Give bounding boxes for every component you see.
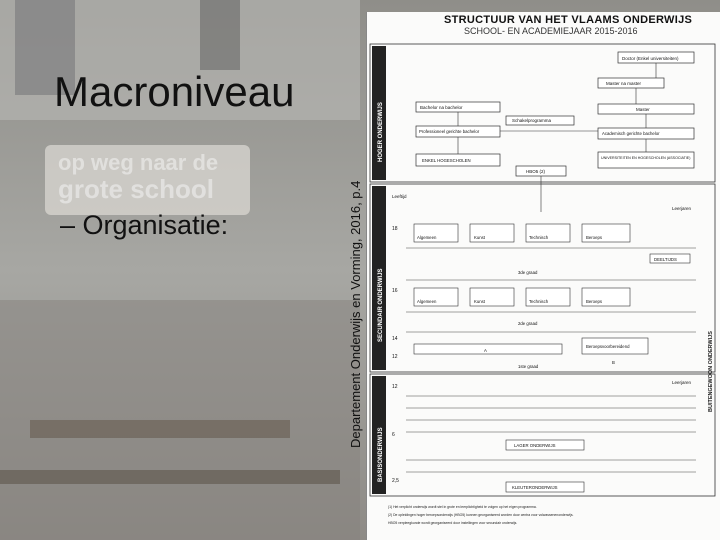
- mid-beroeps-text: Beroeps: [586, 299, 603, 304]
- age-16: 16: [392, 288, 398, 294]
- diagram-subtitle: SCHOOL- EN ACADEMIEJAAR 2015-2016: [464, 26, 638, 36]
- buitengewoon-label: BUITENGEWOON ONDERWIJS: [708, 331, 714, 412]
- bachelor-na-bachelor-text: Bachelor na bachelor: [420, 105, 463, 110]
- age-6: 6: [392, 432, 395, 438]
- age-12b: 12: [392, 384, 398, 390]
- b-stroom-text: B: [612, 360, 615, 365]
- footnote-1: (1) Het verplicht onderwijs wordt stel in grote en leerplichtigheid te volgen op het eigen programma.: [388, 505, 537, 509]
- secundair-age-header: Leeftijd: [392, 194, 407, 199]
- graad-1-text: 1ste graad: [518, 364, 539, 369]
- prof-bachelor-text: Professioneel gerichte bachelor: [419, 129, 480, 134]
- diagram-title: STRUCTUUR VAN HET VLAAMS ONDERWIJS: [444, 14, 693, 26]
- beroepsvoorbereidend-text: Beroepsvoorbereidend: [586, 344, 630, 349]
- banner-line-2: grote school: [58, 174, 215, 204]
- slide-title: Macroniveau: [54, 68, 295, 115]
- graad-2-text: 2de graad: [518, 321, 538, 326]
- universiteiten-text: UNIVERSITEITEN EN HOGESCHOLEN (ASSOCIATIE): [601, 156, 691, 160]
- banner-line-1: op weg naar de: [58, 150, 219, 175]
- hoger-label: HOGER ONDERWIJS: [378, 102, 384, 162]
- hogescholen-text: ENKEL HOGESCHOLEN: [422, 158, 471, 163]
- kleuter-text: KLEUTERONDERWIJS: [512, 485, 558, 490]
- top-beroeps-text: Beroeps: [586, 235, 603, 240]
- age-18: 18: [392, 226, 398, 232]
- acad-bachelor-text: Academisch gerichte bachelor: [602, 131, 660, 136]
- source-citation: Departement Onderwijs en Vorming, 2016, p.4: [348, 180, 363, 448]
- top-kunst-text: Kunst: [474, 235, 485, 240]
- leerjaren-sec-label: Leerjaren: [672, 206, 692, 211]
- basis-label: BASISONDERWIJS: [378, 427, 384, 482]
- graad-3-text: 3de graad: [518, 270, 538, 275]
- master-na-master-text: Master na master: [606, 81, 642, 86]
- hbo5-text: HBO5 (2): [526, 169, 546, 174]
- secundair-label: SECUNDAIR ONDERWIJS: [378, 268, 384, 342]
- deeltijds-text: DEELTIJDS: [654, 257, 677, 262]
- box-universiteiten: [598, 152, 694, 168]
- top-algemeen-text: Algemeen: [417, 235, 437, 240]
- age-2-5: 2,5: [392, 478, 399, 484]
- footnote-2: (2) De opleidingen hoger beroepsonderwijs (HBO5) kunnen georganiseerd worden door centra voor volwassenenonderwijs.: [388, 513, 574, 517]
- section-basis-border: [370, 374, 715, 496]
- age-14: 14: [392, 336, 398, 342]
- mid-technisch-text: Technisch: [529, 299, 549, 304]
- slide-bullet: – Organisatie:: [60, 210, 229, 240]
- lager-text: LAGER ONDERWIJS: [514, 443, 556, 448]
- sec-a-stroom: [414, 344, 562, 354]
- diagram-drawing: [366, 12, 720, 540]
- schakelprogramma-text: Schakelprogramma: [512, 118, 552, 123]
- a-stroom-text: A: [484, 348, 487, 353]
- doctor-text: Doctor (Enkel universiteiten): [622, 56, 679, 61]
- mid-kunst-text: Kunst: [474, 299, 485, 304]
- basis-age-header: Leerjaren: [672, 380, 692, 385]
- age-12a: 12: [392, 354, 398, 360]
- master-text: Master: [636, 107, 650, 112]
- footnote-3: HBO5 verpleegkunde wordt georganiseerd door instellingen voor secundair onderwijs.: [388, 521, 518, 525]
- top-technisch-text: Technisch: [529, 235, 549, 240]
- mid-algemeen-text: Algemeen: [417, 299, 437, 304]
- education-structure-diagram: [366, 12, 720, 540]
